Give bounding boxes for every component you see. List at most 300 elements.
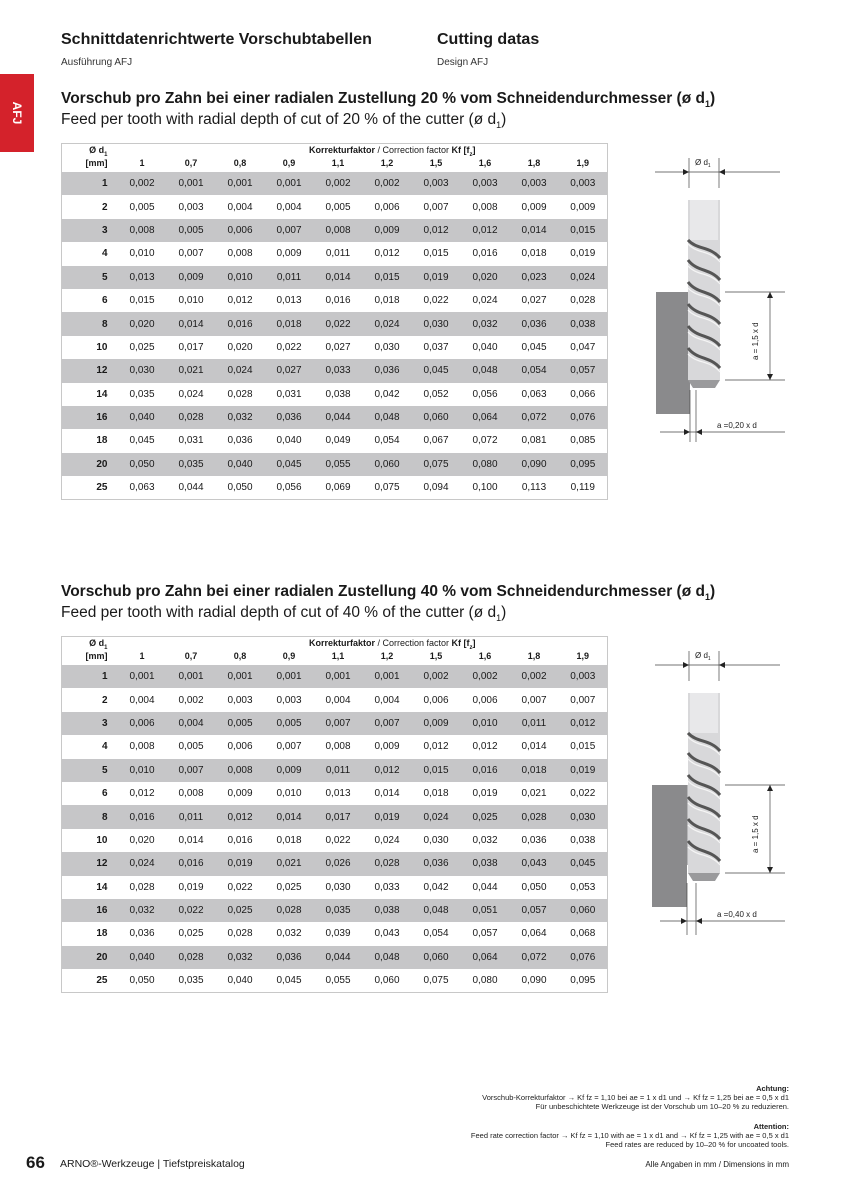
feed-cell: 0,008 xyxy=(314,219,363,242)
feed-cell: 0,056 xyxy=(461,383,510,406)
feed-cell: 0,018 xyxy=(510,242,559,265)
dimensions-note: Alle Angaben in mm / Dimensions in mm xyxy=(645,1160,789,1169)
factor-header: 1,1 xyxy=(314,651,363,665)
feed-cell: 0,075 xyxy=(412,453,461,476)
feed-cell: 0,012 xyxy=(461,735,510,758)
feed-cell: 0,018 xyxy=(510,759,559,782)
diameter-cell: 18 xyxy=(62,922,118,945)
feed-cell: 0,021 xyxy=(510,782,559,805)
cutter-diagram-40 xyxy=(645,643,795,943)
feed-cell: 0,072 xyxy=(510,946,559,969)
feed-cell: 0,039 xyxy=(314,922,363,945)
feed-cell: 0,048 xyxy=(363,946,412,969)
factor-header: 1,2 xyxy=(363,158,412,172)
diameter-cell: 1 xyxy=(62,665,118,688)
feed-cell: 0,095 xyxy=(559,453,608,476)
feed-cell: 0,080 xyxy=(461,969,510,993)
feed-cell: 0,038 xyxy=(314,383,363,406)
feed-cell: 0,024 xyxy=(167,383,216,406)
feed-cell: 0,013 xyxy=(118,266,167,289)
side-tab-label: AFJ xyxy=(10,101,24,125)
feed-cell: 0,100 xyxy=(461,476,510,500)
feed-cell: 0,005 xyxy=(167,219,216,242)
feed-cell: 0,030 xyxy=(118,359,167,382)
ap-label-2: a = 1,5 x d xyxy=(751,815,760,853)
header-title-de: Schnittdatenrichtwerte Vorschubtabellen xyxy=(61,31,372,48)
feed-cell: 0,019 xyxy=(167,876,216,899)
feed-cell: 0,011 xyxy=(314,759,363,782)
feed-cell: 0,030 xyxy=(412,829,461,852)
table-row xyxy=(62,735,608,758)
feed-cell: 0,003 xyxy=(559,665,608,688)
feed-cell: 0,007 xyxy=(510,688,559,711)
feed-cell: 0,064 xyxy=(461,406,510,429)
feed-cell: 0,012 xyxy=(412,735,461,758)
feed-cell: 0,016 xyxy=(216,829,265,852)
table-row xyxy=(62,969,608,993)
feed-cell: 0,076 xyxy=(559,406,608,429)
feed-cell: 0,003 xyxy=(510,172,559,195)
feed-cell: 0,033 xyxy=(314,359,363,382)
feed-cell: 0,043 xyxy=(363,922,412,945)
feed-cell: 0,045 xyxy=(559,852,608,875)
feed-cell: 0,038 xyxy=(461,852,510,875)
feed-cell: 0,010 xyxy=(265,782,314,805)
feed-cell: 0,042 xyxy=(363,383,412,406)
footnote-de: Achtung: Vorschub-Korrekturfaktor → Kf fz = 1,10 bei ae = 1 x d1 und → Kf fz = 1,25 bei ae = 0,5 x d1 Für unbeschichtete Werkzeuge ist der Vorschub um 10–20 % zu reduzieren. xyxy=(482,1084,789,1111)
factor-header: 0,9 xyxy=(265,158,314,172)
ae-label-2: a =0,40 x d xyxy=(717,910,757,919)
feed-cell: 0,010 xyxy=(216,266,265,289)
feed-cell: 0,032 xyxy=(118,899,167,922)
catalog-title: ARNO®-Werkzeuge | Tiefstpreiskatalog xyxy=(60,1158,245,1170)
feed-cell: 0,004 xyxy=(118,688,167,711)
feed-cell: 0,032 xyxy=(216,406,265,429)
feed-cell: 0,024 xyxy=(363,312,412,335)
feed-cell: 0,007 xyxy=(167,242,216,265)
col-d-header: Ø $d_1$ xyxy=(62,637,118,652)
feed-cell: 0,040 xyxy=(216,453,265,476)
feed-cell: 0,005 xyxy=(265,712,314,735)
feed-cell: 0,054 xyxy=(412,922,461,945)
feed-cell: 0,048 xyxy=(363,406,412,429)
feed-cell: 0,075 xyxy=(363,476,412,500)
footnote-en: Attention: Feed rate correction factor → Kf fz = 1,10 with ae = 1 x d1 and → Kf fz = 1,25 with ae = 0,5 x d1 Feed rates are reduced by 10–20 % for uncoated tools. xyxy=(470,1122,789,1149)
feed-cell: 0,022 xyxy=(412,289,461,312)
feed-cell: 0,028 xyxy=(216,383,265,406)
feed-cell: 0,025 xyxy=(118,336,167,359)
feed-cell: 0,013 xyxy=(314,782,363,805)
diameter-cell: 10 xyxy=(62,336,118,359)
feed-cell: 0,028 xyxy=(167,946,216,969)
feed-cell: 0,057 xyxy=(510,899,559,922)
feed-cell: 0,028 xyxy=(510,805,559,828)
feed-cell: 0,036 xyxy=(363,359,412,382)
feed-cell: 0,016 xyxy=(216,312,265,335)
feed-cell: 0,024 xyxy=(461,289,510,312)
feed-cell: 0,009 xyxy=(510,195,559,218)
feed-cell: 0,009 xyxy=(363,735,412,758)
feed-cell: 0,028 xyxy=(216,922,265,945)
feed-cell: 0,002 xyxy=(412,665,461,688)
feed-cell: 0,064 xyxy=(461,946,510,969)
diameter-cell: 6 xyxy=(62,782,118,805)
feed-cell: 0,026 xyxy=(314,852,363,875)
factor-header: 1,8 xyxy=(510,158,559,172)
feed-cell: 0,031 xyxy=(265,383,314,406)
feed-cell: 0,054 xyxy=(363,429,412,452)
factor-header: 0,8 xyxy=(216,158,265,172)
factor-header: 0,8 xyxy=(216,651,265,665)
feed-cell: 0,032 xyxy=(461,312,510,335)
feed-cell: 0,003 xyxy=(265,688,314,711)
feed-cell: 0,055 xyxy=(314,453,363,476)
table-row xyxy=(62,219,608,242)
feed-cell: 0,005 xyxy=(118,195,167,218)
feed-cell: 0,001 xyxy=(118,665,167,688)
feed-cell: 0,022 xyxy=(265,336,314,359)
feed-cell: 0,040 xyxy=(265,429,314,452)
diameter-cell: 4 xyxy=(62,735,118,758)
factor-header: 1,5 xyxy=(412,651,461,665)
feed-cell: 0,001 xyxy=(363,665,412,688)
feed-cell: 0,072 xyxy=(510,406,559,429)
table-row xyxy=(62,759,608,782)
table-row xyxy=(62,336,608,359)
diameter-cell: 14 xyxy=(62,876,118,899)
feed-cell: 0,003 xyxy=(412,172,461,195)
feed-cell: 0,007 xyxy=(314,712,363,735)
table-row xyxy=(62,172,608,195)
header-sub-de: Ausführung AFJ xyxy=(61,57,133,68)
feed-cell: 0,013 xyxy=(265,289,314,312)
table-row xyxy=(62,922,608,945)
feed-cell: 0,008 xyxy=(118,735,167,758)
feed-cell: 0,050 xyxy=(510,876,559,899)
table-row xyxy=(62,476,608,500)
feed-cell: 0,037 xyxy=(412,336,461,359)
feed-cell: 0,090 xyxy=(510,453,559,476)
diameter-cell: 12 xyxy=(62,359,118,382)
feed-cell: 0,014 xyxy=(167,312,216,335)
feed-cell: 0,009 xyxy=(412,712,461,735)
feed-cell: 0,028 xyxy=(559,289,608,312)
feed-cell: 0,045 xyxy=(510,336,559,359)
feed-cell: 0,038 xyxy=(559,312,608,335)
feed-cell: 0,068 xyxy=(559,922,608,945)
factor-header: 1,9 xyxy=(559,158,608,172)
feed-cell: 0,004 xyxy=(363,688,412,711)
feed-cell: 0,045 xyxy=(118,429,167,452)
table-row xyxy=(62,383,608,406)
feed-cell: 0,024 xyxy=(412,805,461,828)
factor-header: 1,2 xyxy=(363,651,412,665)
table-row xyxy=(62,312,608,335)
feed-cell: 0,024 xyxy=(559,266,608,289)
feed-cell: 0,003 xyxy=(559,172,608,195)
diameter-cell: 3 xyxy=(62,712,118,735)
feed-cell: 0,022 xyxy=(216,876,265,899)
feed-cell: 0,003 xyxy=(167,195,216,218)
diameter-cell: 3 xyxy=(62,219,118,242)
feed-cell: 0,060 xyxy=(412,946,461,969)
factor-header: 1,5 xyxy=(412,158,461,172)
feed-cell: 0,067 xyxy=(412,429,461,452)
feed-cell: 0,030 xyxy=(559,805,608,828)
feed-cell: 0,085 xyxy=(559,429,608,452)
feed-cell: 0,004 xyxy=(216,195,265,218)
table-row xyxy=(62,406,608,429)
feed-cell: 0,055 xyxy=(314,969,363,993)
table-row xyxy=(62,289,608,312)
feed-cell: 0,014 xyxy=(167,829,216,852)
feed-cell: 0,063 xyxy=(118,476,167,500)
d1-label-2: Ø $d_1$ xyxy=(695,651,711,662)
feed-cell: 0,052 xyxy=(412,383,461,406)
feed-cell: 0,040 xyxy=(461,336,510,359)
feed-cell: 0,060 xyxy=(363,969,412,993)
diameter-cell: 25 xyxy=(62,969,118,993)
feed-cell: 0,025 xyxy=(216,899,265,922)
feed-cell: 0,063 xyxy=(510,383,559,406)
kf-header: Korrekturfaktor / Correction factor Kf $[f_z]$ xyxy=(118,637,608,652)
diameter-cell: 18 xyxy=(62,429,118,452)
feed-cell: 0,035 xyxy=(314,899,363,922)
feed-cell: 0,045 xyxy=(412,359,461,382)
section-2-title-de: Vorschub pro Zahn bei einer radialen Zustellung 40 % vom Schneidendurchmesser (ø $d_1$) xyxy=(61,583,716,603)
feed-cell: 0,047 xyxy=(559,336,608,359)
table-row xyxy=(62,852,608,875)
feed-cell: 0,018 xyxy=(265,312,314,335)
feed-cell: 0,012 xyxy=(216,289,265,312)
diameter-cell: 14 xyxy=(62,383,118,406)
feed-cell: 0,036 xyxy=(510,312,559,335)
feed-cell: 0,012 xyxy=(363,759,412,782)
table-row xyxy=(62,359,608,382)
feed-cell: 0,024 xyxy=(118,852,167,875)
feed-cell: 0,008 xyxy=(314,735,363,758)
factor-header: 0,9 xyxy=(265,651,314,665)
feed-cell: 0,030 xyxy=(314,876,363,899)
diameter-cell: 5 xyxy=(62,759,118,782)
feed-cell: 0,075 xyxy=(412,969,461,993)
feed-cell: 0,032 xyxy=(265,922,314,945)
feed-cell: 0,015 xyxy=(559,735,608,758)
feed-cell: 0,090 xyxy=(510,969,559,993)
section-1-title-de: Vorschub pro Zahn bei einer radialen Zustellung 20 % vom Schneidendurchmesser (ø $d_1$) xyxy=(61,90,716,110)
header-sub-en: Design AFJ xyxy=(437,57,489,68)
feed-cell: 0,003 xyxy=(216,688,265,711)
feed-cell: 0,044 xyxy=(167,476,216,500)
feed-cell: 0,007 xyxy=(363,712,412,735)
feed-cell: 0,040 xyxy=(216,969,265,993)
feed-cell: 0,015 xyxy=(412,242,461,265)
feed-cell: 0,057 xyxy=(461,922,510,945)
feed-cell: 0,004 xyxy=(265,195,314,218)
feed-cell: 0,033 xyxy=(363,876,412,899)
table-row xyxy=(62,782,608,805)
feed-cell: 0,006 xyxy=(461,688,510,711)
feed-cell: 0,032 xyxy=(461,829,510,852)
kf-header: Korrekturfaktor / Correction factor Kf $[f_z]$ xyxy=(118,144,608,159)
diameter-cell: 2 xyxy=(62,195,118,218)
col-mm-header: [mm] xyxy=(62,651,118,665)
feed-cell: 0,081 xyxy=(510,429,559,452)
factor-header: 1,1 xyxy=(314,158,363,172)
feed-cell: 0,040 xyxy=(118,406,167,429)
feed-cell: 0,044 xyxy=(314,946,363,969)
feed-cell: 0,009 xyxy=(216,782,265,805)
diameter-cell: 6 xyxy=(62,289,118,312)
feed-cell: 0,053 xyxy=(559,876,608,899)
feed-cell: 0,035 xyxy=(118,383,167,406)
feed-cell: 0,030 xyxy=(412,312,461,335)
table-row xyxy=(62,876,608,899)
feed-table-40 xyxy=(61,636,608,993)
feed-cell: 0,002 xyxy=(363,172,412,195)
feed-cell: 0,094 xyxy=(412,476,461,500)
feed-cell: 0,009 xyxy=(265,759,314,782)
feed-cell: 0,001 xyxy=(265,665,314,688)
feed-cell: 0,011 xyxy=(510,712,559,735)
feed-cell: 0,018 xyxy=(363,289,412,312)
header-title-en: Cutting datas xyxy=(437,31,540,48)
feed-cell: 0,009 xyxy=(265,242,314,265)
feed-cell: 0,044 xyxy=(314,406,363,429)
feed-cell: 0,019 xyxy=(461,782,510,805)
feed-cell: 0,008 xyxy=(461,195,510,218)
feed-cell: 0,014 xyxy=(265,805,314,828)
feed-cell: 0,011 xyxy=(314,242,363,265)
feed-cell: 0,005 xyxy=(216,712,265,735)
factor-header: 0,7 xyxy=(167,158,216,172)
table-row xyxy=(62,242,608,265)
feed-cell: 0,020 xyxy=(118,829,167,852)
factor-header: 1,8 xyxy=(510,651,559,665)
feed-cell: 0,045 xyxy=(265,969,314,993)
table-row xyxy=(62,946,608,969)
feed-cell: 0,035 xyxy=(167,453,216,476)
feed-cell: 0,038 xyxy=(363,899,412,922)
feed-cell: 0,001 xyxy=(167,665,216,688)
feed-cell: 0,012 xyxy=(216,805,265,828)
feed-cell: 0,025 xyxy=(167,922,216,945)
feed-cell: 0,003 xyxy=(461,172,510,195)
diameter-cell: 8 xyxy=(62,805,118,828)
feed-cell: 0,001 xyxy=(216,172,265,195)
factor-header: 1,6 xyxy=(461,651,510,665)
feed-cell: 0,035 xyxy=(167,969,216,993)
feed-cell: 0,012 xyxy=(363,242,412,265)
feed-cell: 0,011 xyxy=(265,266,314,289)
feed-cell: 0,015 xyxy=(118,289,167,312)
feed-cell: 0,028 xyxy=(265,899,314,922)
diameter-cell: 12 xyxy=(62,852,118,875)
feed-cell: 0,010 xyxy=(461,712,510,735)
feed-cell: 0,025 xyxy=(265,876,314,899)
diameter-cell: 25 xyxy=(62,476,118,500)
feed-cell: 0,005 xyxy=(314,195,363,218)
d1-label-1: Ø $d_1$ xyxy=(695,158,711,169)
feed-cell: 0,051 xyxy=(461,899,510,922)
feed-cell: 0,007 xyxy=(167,759,216,782)
table-row xyxy=(62,899,608,922)
diameter-cell: 20 xyxy=(62,946,118,969)
feed-cell: 0,016 xyxy=(314,289,363,312)
feed-cell: 0,016 xyxy=(461,759,510,782)
feed-cell: 0,020 xyxy=(216,336,265,359)
page-number: 66 xyxy=(26,1153,45,1172)
feed-cell: 0,021 xyxy=(167,359,216,382)
feed-cell: 0,036 xyxy=(265,946,314,969)
feed-cell: 0,069 xyxy=(314,476,363,500)
feed-cell: 0,015 xyxy=(363,266,412,289)
feed-cell: 0,025 xyxy=(461,805,510,828)
table-row xyxy=(62,453,608,476)
feed-cell: 0,020 xyxy=(118,312,167,335)
col-d-header: Ø $d_1$ xyxy=(62,144,118,159)
table-row xyxy=(62,665,608,688)
section-1-title-en: Feed per tooth with radial depth of cut of 20 % of the cutter (ø $d_1$) xyxy=(61,111,507,131)
feed-cell: 0,036 xyxy=(510,829,559,852)
feed-cell: 0,060 xyxy=(363,453,412,476)
feed-cell: 0,032 xyxy=(216,946,265,969)
feed-cell: 0,027 xyxy=(510,289,559,312)
feed-cell: 0,007 xyxy=(559,688,608,711)
ae-label-1: a =0,20 x d xyxy=(717,421,757,430)
table-row xyxy=(62,712,608,735)
feed-cell: 0,019 xyxy=(412,266,461,289)
feed-cell: 0,014 xyxy=(314,266,363,289)
feed-cell: 0,056 xyxy=(265,476,314,500)
feed-cell: 0,008 xyxy=(216,759,265,782)
feed-cell: 0,054 xyxy=(510,359,559,382)
feed-cell: 0,010 xyxy=(118,759,167,782)
diameter-cell: 16 xyxy=(62,406,118,429)
feed-cell: 0,050 xyxy=(118,453,167,476)
factor-header: 1,9 xyxy=(559,651,608,665)
feed-cell: 0,006 xyxy=(412,688,461,711)
diameter-cell: 10 xyxy=(62,829,118,852)
feed-cell: 0,001 xyxy=(314,665,363,688)
feed-cell: 0,031 xyxy=(167,429,216,452)
side-tab xyxy=(0,74,34,152)
feed-cell: 0,007 xyxy=(265,735,314,758)
feed-cell: 0,072 xyxy=(461,429,510,452)
feed-cell: 0,005 xyxy=(167,735,216,758)
feed-cell: 0,017 xyxy=(314,805,363,828)
feed-table-20 xyxy=(61,143,608,500)
feed-cell: 0,095 xyxy=(559,969,608,993)
feed-cell: 0,024 xyxy=(363,829,412,852)
feed-cell: 0,030 xyxy=(363,336,412,359)
feed-cell: 0,002 xyxy=(167,688,216,711)
feed-cell: 0,012 xyxy=(461,219,510,242)
feed-cell: 0,014 xyxy=(510,735,559,758)
diameter-cell: 1 xyxy=(62,172,118,195)
feed-cell: 0,080 xyxy=(461,453,510,476)
feed-cell: 0,002 xyxy=(510,665,559,688)
feed-cell: 0,050 xyxy=(216,476,265,500)
factor-header: 1,6 xyxy=(461,158,510,172)
feed-cell: 0,004 xyxy=(167,712,216,735)
feed-cell: 0,064 xyxy=(510,922,559,945)
feed-cell: 0,001 xyxy=(167,172,216,195)
feed-cell: 0,057 xyxy=(559,359,608,382)
table-row xyxy=(62,266,608,289)
feed-cell: 0,049 xyxy=(314,429,363,452)
feed-cell: 0,036 xyxy=(412,852,461,875)
